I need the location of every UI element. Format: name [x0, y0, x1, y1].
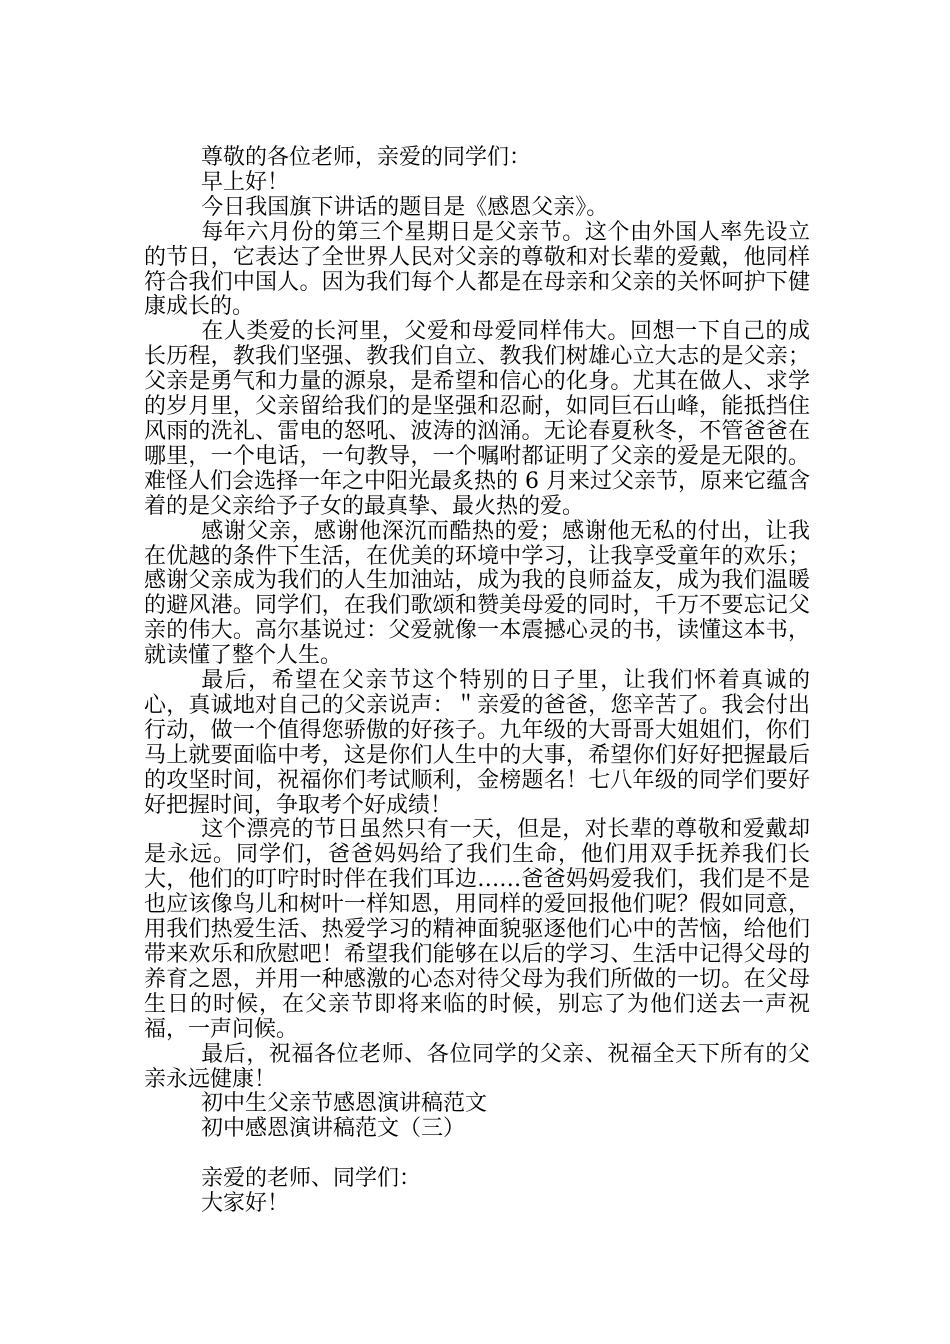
- hello: 早上好！: [201, 169, 290, 195]
- paragraph-respect: 这个漂亮的节日虽然只有一天，但是，对长辈的尊敬和爱戴却是永远。同学们，爸爸妈妈给了我们生命，他们用双手抚养我们长大，他们的叮咛时时伴在我们耳边……爸爸妈妈爱我们，我们是不是也应该像鸟儿和树叶一样知恩，用同样的爱回报他们呢？假如同意，用我们热爱生活、热爱学习的精神面貌驱逐他们心中的苦恼，给他们带来欢乐和欣慰吧！希望我们能够在以后的学习、生活中记得父母的养育之恩，并用一种感激的心态对待父母为我们所做的一切。在父母生日的时候，在父亲节即将来临的时候，别忘了为他们送去一声祝福，一声问候。: [144, 817, 810, 1042]
- paragraph-closing: 最后，祝福各位老师、各位同学的父亲、祝福全天下所有的父亲永远健康！: [144, 1041, 810, 1092]
- paragraph-wishes: 最后，希望在父亲节这个特别的日子里，让我们怀着真诚的心，真诚地对自己的父亲说声：＂亲爱的爸爸，您辛苦了。我会付出行动，做一个值得您骄傲的好孩子。九年级的大哥哥大姐姐们，你们马上就要面临中考，这是你们人生中的大事，希望你们好好把握最后的攻坚时间，祝福你们考试顺利，金榜题名！七八年级的同学们要好好把握时间，争取考个好成绩！: [144, 668, 810, 818]
- speech-text: [144, 146, 810, 1217]
- paragraph-fathers-day: 每年六月份的第三个星期日是父亲节。这个由外国人率先设立的节日，它表达了全世界人民对父亲的尊敬和对长辈的爱戴，他同样符合我们中国人。因为我们每个人都是在母亲和父亲的关怀呵护下健康成长的。: [144, 219, 810, 320]
- section-subtitle: 初中感恩演讲稿范文（三）: [201, 1116, 466, 1142]
- paragraph-topic: 今日我国旗下讲话的题目是《感恩父亲》。: [201, 194, 609, 220]
- greeting: 尊敬的各位老师，亲爱的同学们：: [201, 145, 532, 170]
- section-title: 初中生父亲节感恩演讲稿范文: [201, 1091, 488, 1117]
- hello-2: 大家好！: [201, 1191, 290, 1217]
- paragraph-thanks: 感谢父亲，感谢他深沉而酷热的爱；感谢他无私的付出，让我在优越的条件下生活，在优美的环境中学习，让我享受童年的欢乐；感谢父亲成为我们的人生加油站，成为我的良师益友，成为我们温暖的避风港。同学们，在我们歌颂和赞美母爱的同时，千万不要忘记父亲的伟大。高尔基说过：父爱就像一本震撼心灵的书，读懂这本书，就读懂了整个人生。: [144, 518, 810, 669]
- paragraph-fathers-love: 在人类爱的长河里，父爱和母爱同样伟大。回想一下自己的成长历程，教我们坚强、教我们自立、教我们树雄心立大志的是父亲；父亲是勇气和力量的源泉，是希望和信心的化身。尤其在做人、求学的岁月里，父亲留给我们的是坚强和忍耐，如同巨石山峰，能抵挡住风雨的洗礼、雷电的怒吼、波涛的汹涌。无论春夏秋冬，不管爸爸在哪里，一个电话，一句教导，一个嘱咐都证明了父亲的爱是无限的。难怪人们会选择一年之中阳光最炙热的 6 月来过父亲节，原来它蕴含着的是父亲给予子女的最真挚、最火热的爱。: [144, 319, 810, 519]
- blank-line: [144, 1142, 810, 1167]
- greeting-2: 亲爱的老师、同学们：: [201, 1166, 422, 1192]
